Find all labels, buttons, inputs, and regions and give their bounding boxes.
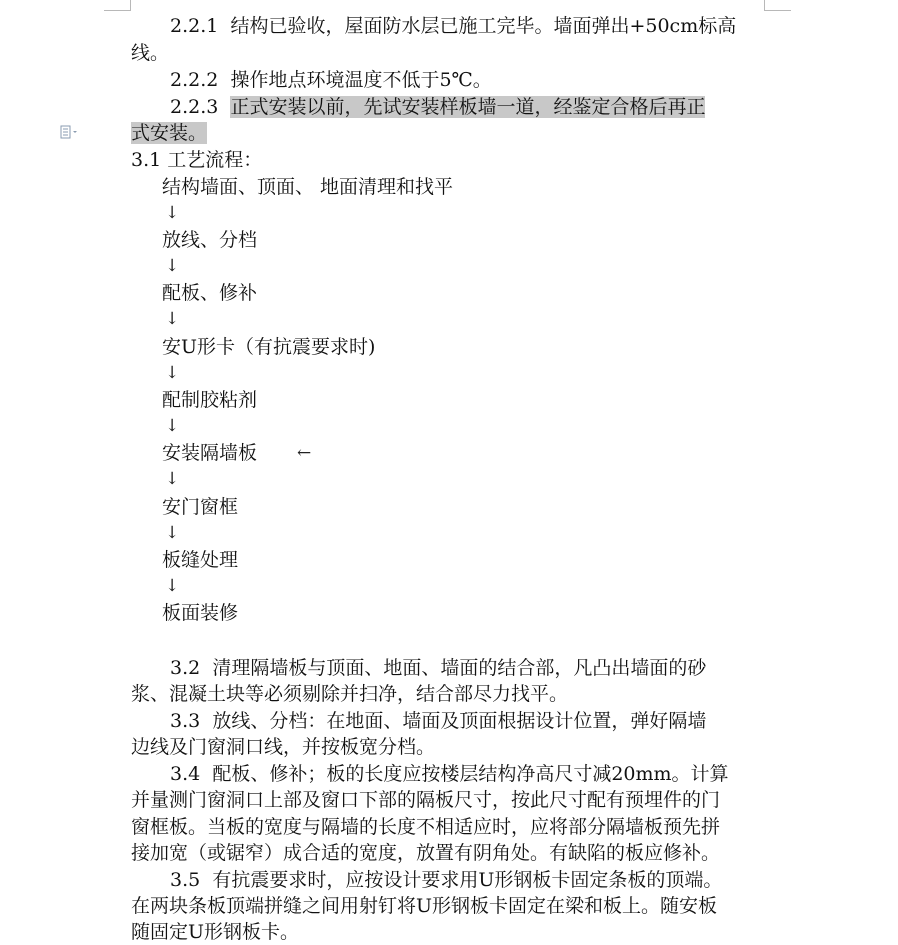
para-3-4-line4: 接加宽（或锯窄）成合适的宽度，放置有阴角处。有缺陷的板应修补。: [131, 842, 721, 864]
flow-step-8: 板缝处理: [162, 549, 239, 571]
margin-corner-top-right: [764, 0, 791, 11]
left-arrow-icon: ←: [297, 443, 312, 463]
flow-step-5: 配制胶粘剂: [162, 389, 258, 411]
para-2-2-1-line2: 线。: [131, 42, 170, 64]
para-text: 清理隔墙板与顶面、地面、墙面的结合部，凡凸出墙面的砂: [212, 657, 707, 679]
para-3-5-line1: [170, 867, 722, 893]
para-number: 3.2: [170, 657, 201, 679]
para-text: 操作地点环境温度不低于5℃。: [230, 69, 492, 91]
section-3-1-heading: 3.1 工艺流程：: [131, 149, 263, 171]
para-3-2-line2: 浆、混凝土块等必须剔除并扫净，结合部尽力找平。: [131, 683, 569, 705]
para-number: 2.2.1: [170, 15, 219, 37]
selected-text[interactable]: 式安装。: [131, 122, 208, 144]
para-number: 3.5: [170, 869, 201, 891]
down-arrow-icon: ↓: [165, 416, 180, 436]
para-3-4-line1: [170, 761, 729, 787]
down-arrow-icon: ↓: [165, 363, 180, 383]
para-2-2-2: [170, 67, 492, 93]
para-3-3-line1: [170, 708, 706, 734]
para-text: 配板、修补；板的长度应按楼层结构净高尺寸减20mm。计算: [212, 763, 729, 785]
flow-step-7: 安门窗框: [162, 496, 239, 518]
para-number: 3.3: [170, 710, 201, 732]
para-number: 2.2.3: [170, 96, 219, 118]
para-2-2-3-line2: [131, 120, 207, 146]
flow-step-2: 放线、分档: [162, 229, 258, 251]
para-2-2-3-line1: [170, 94, 705, 120]
para-3-4-line2: 并量测门窗洞口上部及窗口下部的隔板尺寸，按此尺寸配有预埋件的门: [131, 789, 721, 811]
para-3-5-line2: 在两块条板顶端拼缝之间用射钉将U形钢板卡固定在梁和板上。随安板: [131, 895, 718, 917]
flow-step-1: 结构墙面、顶面、 地面清理和找平: [162, 176, 454, 198]
paragraph-layout-icon[interactable]: [60, 125, 80, 139]
flow-step-6: 安装隔墙板: [162, 442, 258, 464]
flow-step-9: 板面装修: [162, 602, 239, 624]
para-number: 3.4: [170, 763, 201, 785]
para-text: 结构已验收，屋面防水层已施工完毕。墙面弹出+50cm标高: [230, 15, 737, 37]
para-3-5-line3: 随固定U形钢板卡。: [131, 921, 300, 943]
para-3-3-line2: 边线及门窗洞口线，并按板宽分档。: [131, 736, 436, 758]
down-arrow-icon: ↓: [165, 523, 180, 543]
down-arrow-icon: ↓: [165, 256, 180, 276]
selected-text[interactable]: 正式安装以前，先试安装样板墙一道，经鉴定合格后再正: [230, 96, 706, 118]
para-number: 2.2.2: [170, 69, 219, 91]
para-3-4-line3: 窗框板。当板的宽度与隔墙的长度不相适应时，应将部分隔墙板预先拼: [131, 816, 721, 838]
para-text: 有抗震要求时，应按设计要求用U形钢板卡固定条板的顶端。: [212, 869, 723, 891]
para-3-2-line1: [170, 655, 706, 681]
down-arrow-icon: ↓: [165, 309, 180, 329]
down-arrow-icon: ↓: [165, 576, 180, 596]
para-2-2-1-line1: [170, 13, 736, 39]
flow-step-3: 配板、修补: [162, 282, 258, 304]
down-arrow-icon: ↓: [165, 469, 180, 489]
para-text: 放线、分档：在地面、墙面及顶面根据设计位置，弹好隔墙: [212, 710, 707, 732]
down-arrow-icon: ↓: [165, 203, 180, 223]
flow-step-4: 安U形卡（有抗震要求时): [162, 336, 376, 358]
margin-corner-top-left: [104, 0, 131, 11]
